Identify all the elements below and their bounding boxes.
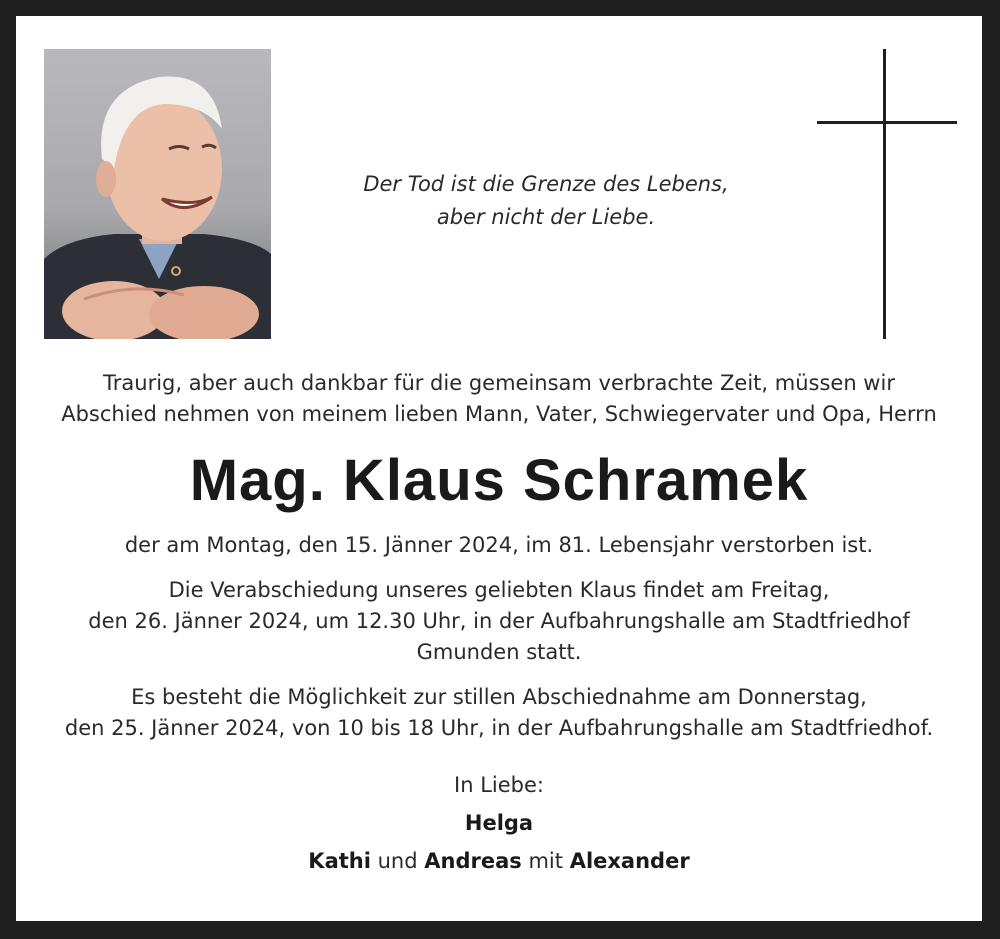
quote-line-1: Der Tod ist die Grenze des Lebens, xyxy=(363,172,729,196)
memorial-quote xyxy=(316,168,776,234)
signoff-spouse: Helga xyxy=(464,811,534,835)
cross-horizontal-bar xyxy=(817,121,957,124)
intro-paragraph xyxy=(16,368,982,430)
farewell-line-1: Die Verabschiedung unseres geliebten Klaus findet am Freitag, xyxy=(168,578,830,602)
family-name-3: Alexander xyxy=(569,849,690,873)
family-joiner-2: mit xyxy=(528,849,563,873)
intro-line-2: Abschied nehmen von meinem lieben Mann, Vater, Schwiegervater und Opa, Herrn xyxy=(61,402,937,426)
family-name-1: Kathi xyxy=(308,849,371,873)
viewing-line-1: Es besteht die Möglichkeit zur stillen Abschiednahme am Donnerstag, xyxy=(131,685,867,709)
intro-line-1: Traurig, aber auch dankbar für die gemeinsam verbrachte Zeit, müssen wir xyxy=(103,371,895,395)
viewing-line-2: den 25. Jänner 2024, von 10 bis 18 Uhr, in der Aufbahrungshalle am Stadtfriedhof. xyxy=(64,716,934,740)
cross-vertical-bar xyxy=(883,49,886,339)
viewing-paragraph xyxy=(16,682,982,744)
portrait-illustration xyxy=(44,49,271,339)
cross-icon xyxy=(817,49,957,339)
farewell-line-3: Gmunden statt. xyxy=(416,640,582,664)
death-notice-line: der am Montag, den 15. Jänner 2024, im 81. Lebensjahr verstorben ist. xyxy=(124,533,874,557)
quote-line-2: aber nicht der Liebe. xyxy=(436,205,656,229)
family-name-2: Andreas xyxy=(424,849,522,873)
deceased-name: Mag. Klaus Schramek xyxy=(189,448,809,513)
family-joiner-1: und xyxy=(377,849,418,873)
farewell-line-2: den 26. Jänner 2024, um 12.30 Uhr, in der Aufbahrungshalle am Stadtfriedhof xyxy=(88,609,910,633)
death-notice-paragraph xyxy=(16,530,982,561)
signoff xyxy=(16,766,982,880)
portrait-photo xyxy=(44,49,271,339)
obituary-notice xyxy=(16,16,982,921)
signoff-family xyxy=(16,842,982,880)
signoff-closing: In Liebe: xyxy=(454,773,544,797)
notice-body xyxy=(16,368,982,880)
farewell-paragraph xyxy=(16,575,982,668)
